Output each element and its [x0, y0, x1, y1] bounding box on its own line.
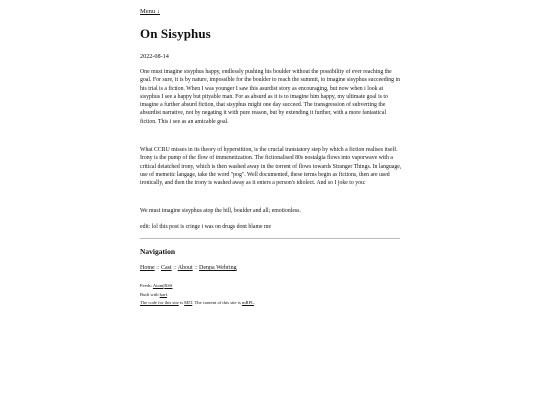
feed-separator: | [163, 283, 165, 288]
nav-separator: :: [194, 265, 198, 271]
license-text-is: is [179, 300, 184, 305]
license-end-period: . [253, 300, 256, 305]
post-date: 2022-08-14 [140, 53, 169, 60]
footer-built-with [140, 292, 168, 297]
feeds-label: Feeds: [140, 283, 152, 288]
barf-link[interactable]: barf [159, 292, 168, 297]
section-divider [140, 238, 400, 239]
mit-license-link[interactable]: MIT [184, 300, 193, 305]
navigation-heading: Navigation [140, 247, 176, 256]
nav-link-home[interactable]: Home [140, 265, 155, 271]
feed-link-atom[interactable]: Atom [152, 283, 164, 288]
nav-link-about[interactable]: About [177, 265, 193, 271]
mrpl-license-link[interactable]: mRPL [241, 300, 254, 305]
content-license-text: . The content of this site is [192, 300, 241, 305]
article-paragraph-1: One must imagine sisyphus happy, endlessly pushing his boulder without the possibility of ever reaching the goal. For sure, it is by nature, impossible for the boulder to reach the summit, to imagine sisyphus succeeding in his trial is a fiction. When I was younger I saw this asurdist story as encouraging, but now when i look at sisyphus I see a happy but pityable man. For as absurd as it is to imagine him happy, my ultimate goal is to imagine a further absurd fiction, that sisyphus might one day succeed. The transgression of subverting the absurdist narrative, not by negating it with pure reason, but by extending it further, with a more fantastical fiction. This i see as an amicable goal. [140, 69, 401, 125]
site-code-link[interactable]: The code for this site [140, 300, 179, 305]
article-paragraph-3: We must imagine sisyphus atop the hill, boulder and all; emotionless. [140, 208, 301, 214]
footer-license [140, 300, 255, 305]
menu-link[interactable]: Menu ↓ [140, 8, 161, 15]
nav-link-denpa-webring[interactable]: Denpa Webring [199, 265, 237, 271]
nav-separator: :: [156, 265, 160, 271]
nav-link-cast[interactable]: Cast [161, 265, 172, 271]
built-with-period: . [167, 292, 169, 297]
page-title: On Sisyphus [140, 26, 211, 41]
built-with-label: Built with [140, 292, 159, 297]
article-paragraph-2: What CCRU misses in its theory of hyperstition, is the crucial transiatory step by which a fiction realises itself. Irony is the pump of the flow of immenetization. The fictionalised 80s nostalgia flows into vaporwave with a critical detatched irony, which is then washed away in the torrent of flows towards Stranger Things. In language, use of memetic langage, take the word "pog". Well documented, these terms begin as fictions, then are used ironically, and then the irony is washed away as it enters a person's idiolect. And so I joke to you: [140, 147, 402, 187]
article-edit-note: edit: lol this post is cringe i was on drugs dont blame me [140, 224, 272, 230]
footer-feeds [140, 283, 172, 288]
feed-link-rss[interactable]: RSS [164, 283, 173, 288]
nav-separator: :: [173, 265, 177, 271]
navigation-links [140, 265, 237, 271]
